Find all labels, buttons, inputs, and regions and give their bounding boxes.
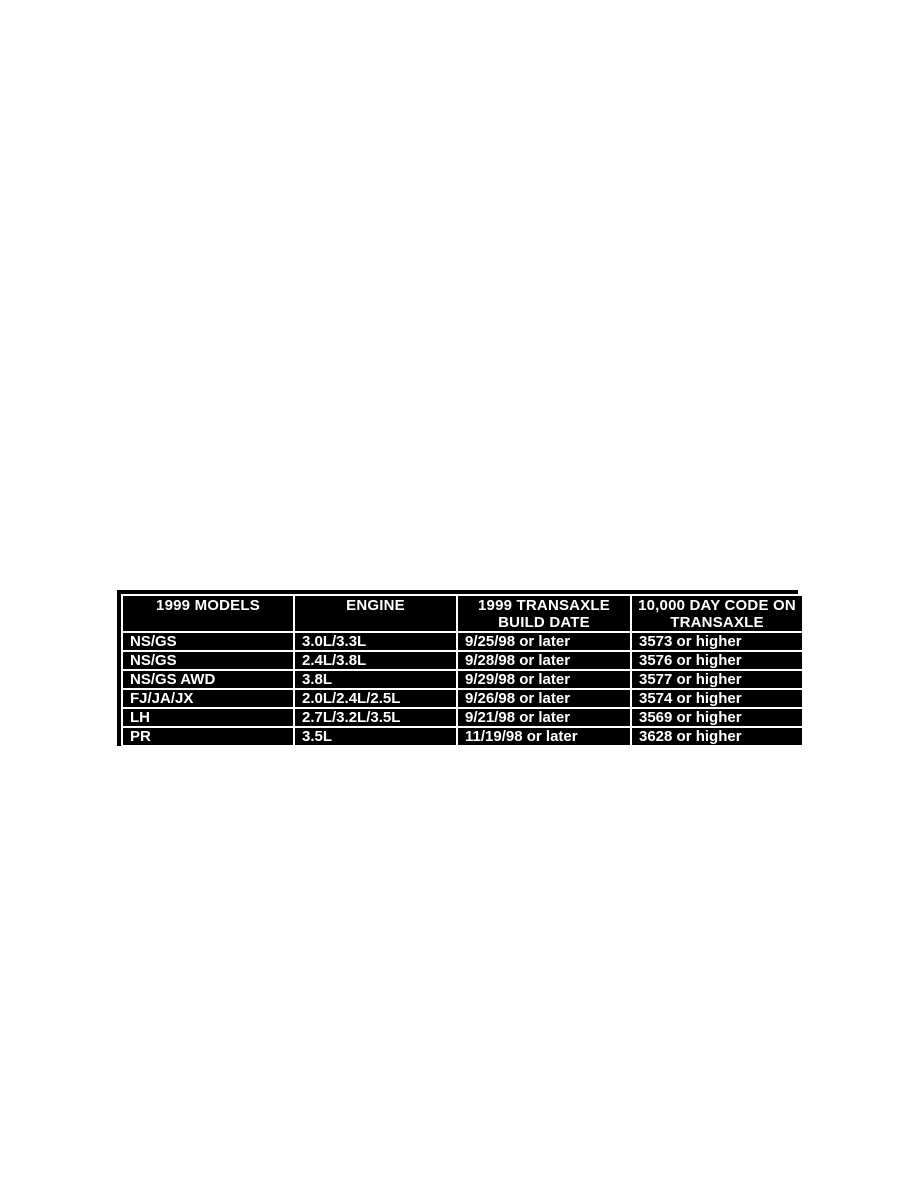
column-header-day-code: 10,000 DAY CODE ON TRANSAXLE — [631, 595, 803, 632]
header-row — [122, 595, 803, 632]
cell-model: PR — [122, 727, 294, 746]
table-row — [122, 670, 803, 689]
cell-engine: 3.5L — [294, 727, 457, 746]
cell-engine: 2.4L/3.8L — [294, 651, 457, 670]
transaxle-spec-table-frame — [117, 590, 798, 746]
column-header-models: 1999 MODELS — [122, 595, 294, 632]
cell-day-code: 3628 or higher — [631, 727, 803, 746]
cell-engine: 3.0L/3.3L — [294, 632, 457, 651]
table-row — [122, 689, 803, 708]
cell-build-date: 9/28/98 or later — [457, 651, 631, 670]
cell-day-code: 3577 or higher — [631, 670, 803, 689]
cell-day-code: 3574 or higher — [631, 689, 803, 708]
table-row — [122, 632, 803, 651]
cell-model: NS/GS AWD — [122, 670, 294, 689]
cell-model: LH — [122, 708, 294, 727]
table-row — [122, 708, 803, 727]
cell-build-date: 9/26/98 or later — [457, 689, 631, 708]
table-row — [122, 727, 803, 746]
column-header-engine: ENGINE — [294, 595, 457, 632]
cell-build-date: 11/19/98 or later — [457, 727, 631, 746]
cell-engine: 2.0L/2.4L/2.5L — [294, 689, 457, 708]
cell-model: NS/GS — [122, 632, 294, 651]
cell-build-date: 9/25/98 or later — [457, 632, 631, 651]
column-header-build-date: 1999 TRANSAXLE BUILD DATE — [457, 595, 631, 632]
cell-engine: 3.8L — [294, 670, 457, 689]
table-row — [122, 651, 803, 670]
cell-day-code: 3573 or higher — [631, 632, 803, 651]
cell-model: NS/GS — [122, 651, 294, 670]
cell-engine: 2.7L/3.2L/3.5L — [294, 708, 457, 727]
cell-model: FJ/JA/JX — [122, 689, 294, 708]
transaxle-spec-table — [121, 594, 804, 747]
cell-build-date: 9/21/98 or later — [457, 708, 631, 727]
cell-build-date: 9/29/98 or later — [457, 670, 631, 689]
cell-day-code: 3569 or higher — [631, 708, 803, 727]
cell-day-code: 3576 or higher — [631, 651, 803, 670]
